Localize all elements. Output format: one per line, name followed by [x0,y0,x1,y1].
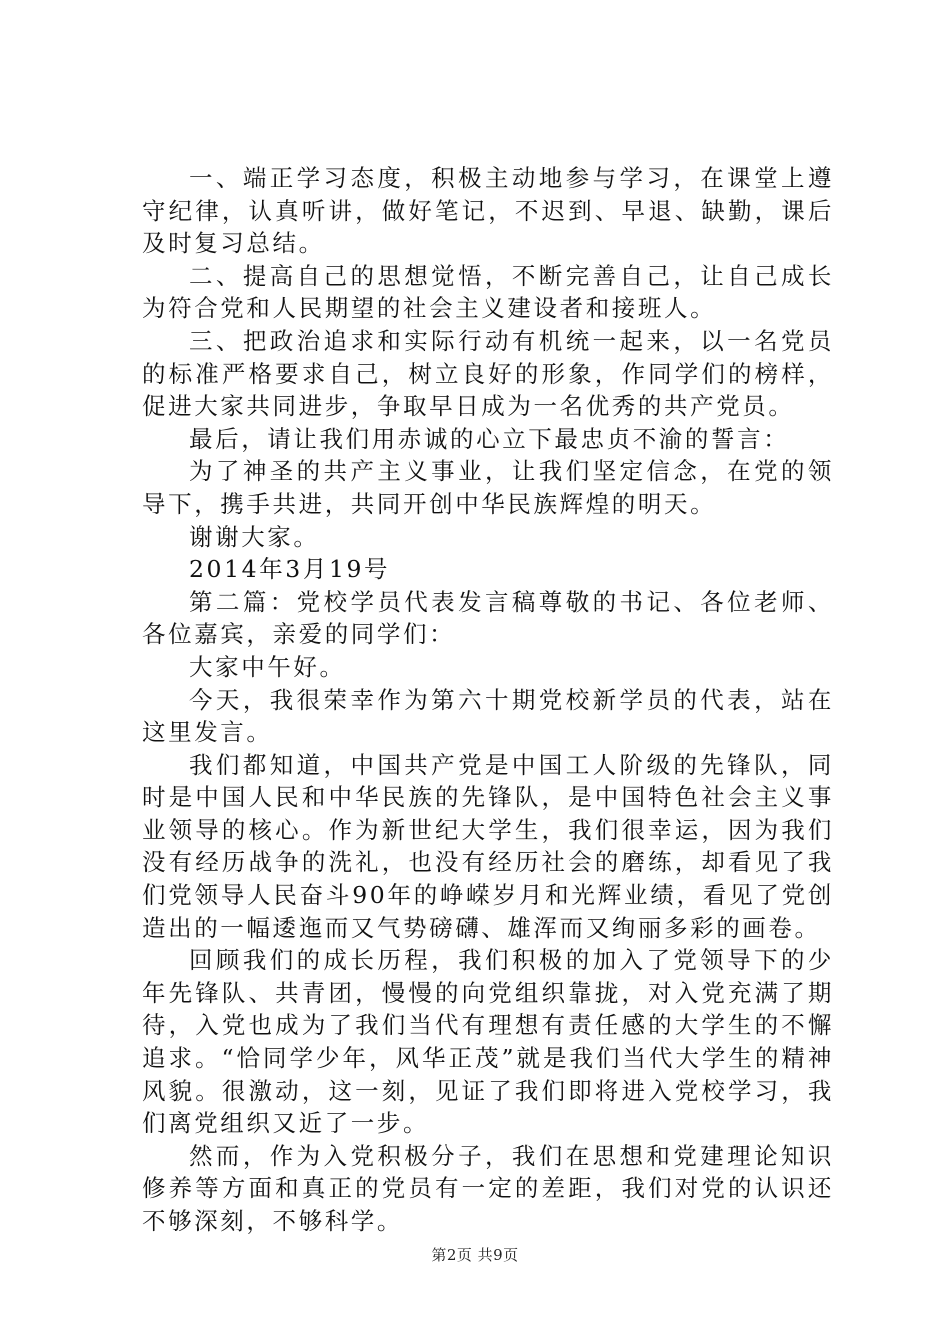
paragraph-2: 二、提高自己的思想觉悟，不断完善自己，让自己成长为符合党和人民期望的社会主义建设者和接班人。 [142,261,834,323]
paragraph-10: 今天，我很荣幸作为第六十期党校新学员的代表，站在这里发言。 [142,685,834,747]
paragraph-6: 谢谢大家。 [189,522,320,551]
paragraph-3: 三、把政治追求和实际行动有机统一起来，以一名党员的标准严格要求自己，树立良好的形象，作同学们的榜样，促进大家共同进步，争取早日成为一名优秀的共产党员。 [142,326,834,421]
section-heading: 第二篇：党校学员代表发言稿尊敬的书记、各位老师、各位嘉宾，亲爱的同学们： [142,587,834,649]
date-line: 2014年3月19号 [189,555,391,584]
document-body [142,162,834,1238]
page-number-footer: 第2页 共9页 [431,1246,519,1264]
paragraph-12: 回顾我们的成长历程，我们积极的加入了党领导下的少年先锋队、共青团，慢慢的向党组织靠拢，对入党充满了期待，入党也成为了我们当代有理想有责任感的大学生的不懈追求。“恰同学少年，风华正茂”就是我们当代大学生的精神风貌。很激动，这一刻，见证了我们即将进入党校学习，我们离党组织又近了一步。 [142,946,834,1138]
paragraph-11: 我们都知道，中国共产党是中国工人阶级的先锋队，同时是中国人民和中华民族的先锋队，是中国特色社会主义事业领导的核心。作为新世纪大学生，我们很幸运，因为我们没有经历战争的洗礼，也没有经历社会的磨练，却看见了我们党领导人民奋斗90年的峥嵘岁月和光辉业绩，看见了党创造出的一幅逶迤而又气势磅礴、雄浑而又绚丽多彩的画卷。 [142,750,834,942]
paragraph-5: 为了神圣的共产主义事业，让我们坚定信念，在党的领导下，携手共进，共同开创中华民族辉煌的明天。 [142,457,834,518]
paragraph-9: 大家中午好。 [189,652,346,681]
paragraph-13: 然而，作为入党积极分子，我们在思想和党建理论知识修养等方面和真正的党员有一定的差距，我们对党的认识还不够深刻，不够科学。 [142,1141,834,1235]
paragraph-1: 一、端正学习态度，积极主动地参与学习，在课堂上遵守纪律，认真听讲，做好笔记，不迟到、早退、缺勤，课后及时复习总结。 [142,164,834,258]
paragraph-4: 最后，请让我们用赤诚的心立下最忠贞不渝的誓言： [189,424,790,453]
